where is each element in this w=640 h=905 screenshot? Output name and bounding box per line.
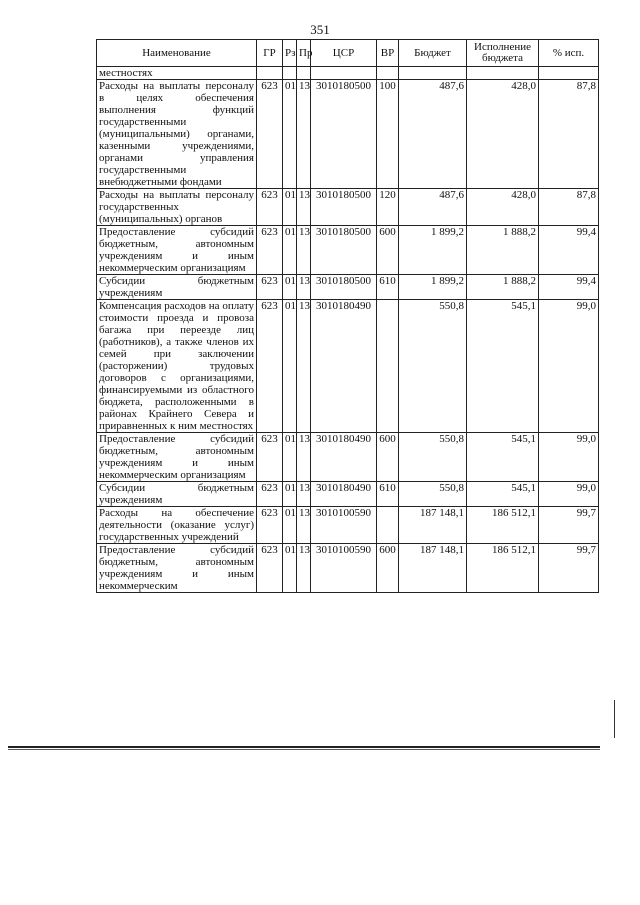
cell-csr: 3010100590	[311, 507, 377, 544]
header-budget: Бюджет	[399, 40, 467, 67]
cell-budget: 487,6	[399, 189, 467, 226]
cell-budget: 187 148,1	[399, 544, 467, 593]
cell-pr: 13	[297, 275, 311, 300]
header-pct: % исп.	[539, 40, 599, 67]
cell-vr: 120	[377, 189, 399, 226]
cell-pct: 99,7	[539, 544, 599, 593]
cell-csr: 3010180500	[311, 189, 377, 226]
cell-rz: 01	[283, 226, 297, 275]
cell-name: Субсидии бюджетным учреждениям	[97, 482, 257, 507]
cell-rz: 01	[283, 433, 297, 482]
cell-name: местностях	[97, 67, 257, 80]
header-name: Наименование	[97, 40, 257, 67]
cell-execution: 545,1	[467, 482, 539, 507]
cell-gr: 623	[257, 544, 283, 593]
cell-gr: 623	[257, 300, 283, 433]
cell-budget: 487,6	[399, 80, 467, 189]
cell-gr: 623	[257, 189, 283, 226]
cell-rz: 01	[283, 507, 297, 544]
cell-pct	[539, 67, 599, 80]
header-execution: Исполнение бюджета	[467, 40, 539, 67]
table-row	[97, 507, 599, 544]
cell-csr: 3010180500	[311, 275, 377, 300]
cell-csr	[311, 67, 377, 80]
header-csr: ЦСР	[311, 40, 377, 67]
cell-rz	[283, 67, 297, 80]
cell-rz: 01	[283, 300, 297, 433]
cell-execution: 428,0	[467, 189, 539, 226]
cell-gr: 623	[257, 275, 283, 300]
cell-pct: 87,8	[539, 80, 599, 189]
table-body	[97, 67, 599, 593]
cell-vr: 100	[377, 80, 399, 189]
cell-pct: 99,4	[539, 226, 599, 275]
cell-budget: 1 899,2	[399, 226, 467, 275]
cell-gr: 623	[257, 482, 283, 507]
table-header-row	[97, 40, 599, 67]
cell-execution	[467, 67, 539, 80]
cell-pct: 99,0	[539, 433, 599, 482]
table-row	[97, 80, 599, 189]
cell-execution: 545,1	[467, 300, 539, 433]
cell-csr: 3010100590	[311, 544, 377, 593]
cell-vr: 610	[377, 482, 399, 507]
cell-pr: 13	[297, 433, 311, 482]
cell-csr: 3010180490	[311, 300, 377, 433]
cell-rz: 01	[283, 80, 297, 189]
cell-pr: 13	[297, 226, 311, 275]
cell-vr: 600	[377, 226, 399, 275]
cell-execution: 545,1	[467, 433, 539, 482]
cell-name: Расходы на выплаты персоналу государственных (муниципальных) органов	[97, 189, 257, 226]
cell-pr: 13	[297, 189, 311, 226]
footer-rule-thin	[8, 749, 600, 750]
cell-pr: 13	[297, 300, 311, 433]
cell-gr	[257, 67, 283, 80]
cell-pct: 99,7	[539, 507, 599, 544]
header-vr: ВР	[377, 40, 399, 67]
table-row	[97, 189, 599, 226]
cell-execution: 186 512,1	[467, 507, 539, 544]
cell-pct: 99,0	[539, 482, 599, 507]
cell-name: Компенсация расходов на оплату стоимости проезда и провоза багажа при переезде лиц (работников), а также членов их семей при заключении (расторжении) трудовых договоров с организациями, финансируемыми из областного бюджета, расположенными в районах Крайнего Севера и приравненных к ним местностях	[97, 300, 257, 433]
cell-execution: 1 888,2	[467, 226, 539, 275]
cell-budget: 550,8	[399, 433, 467, 482]
cell-execution: 186 512,1	[467, 544, 539, 593]
cell-execution: 1 888,2	[467, 275, 539, 300]
table-row	[97, 544, 599, 593]
cell-pr: 13	[297, 80, 311, 189]
cell-vr	[377, 300, 399, 433]
cell-vr	[377, 507, 399, 544]
cell-gr: 623	[257, 226, 283, 275]
cell-rz: 01	[283, 482, 297, 507]
cell-vr	[377, 67, 399, 80]
cell-name: Предоставление субсидий бюджетным, автономным учреждениям и иным некоммерческим организациям	[97, 226, 257, 275]
cell-name: Расходы на обеспечение деятельности (оказание услуг) государственных учреждений	[97, 507, 257, 544]
cell-vr: 610	[377, 275, 399, 300]
footer-rule	[8, 746, 600, 748]
cell-csr: 3010180490	[311, 433, 377, 482]
cell-pr: 13	[297, 544, 311, 593]
cell-vr: 600	[377, 433, 399, 482]
margin-mark	[614, 700, 615, 738]
cell-csr: 3010180500	[311, 226, 377, 275]
cell-pct: 99,0	[539, 300, 599, 433]
cell-name: Субсидии бюджетным учреждениям	[97, 275, 257, 300]
cell-csr: 3010180500	[311, 80, 377, 189]
table-row	[97, 226, 599, 275]
cell-budget: 187 148,1	[399, 507, 467, 544]
cell-name: Расходы на выплаты персоналу в целях обеспечения выполнения функций государственными (муниципальными) органами, казенными учреждениями, органами управления государственными внебюджетными фондами	[97, 80, 257, 189]
cell-budget: 550,8	[399, 300, 467, 433]
cell-pr: 13	[297, 507, 311, 544]
cell-gr: 623	[257, 80, 283, 189]
cell-rz: 01	[283, 544, 297, 593]
table-row	[97, 275, 599, 300]
cell-vr: 600	[377, 544, 399, 593]
cell-pr	[297, 67, 311, 80]
header-pr: Пр	[297, 40, 311, 67]
cell-pct: 99,4	[539, 275, 599, 300]
cell-budget: 1 899,2	[399, 275, 467, 300]
cell-pct: 87,8	[539, 189, 599, 226]
table-row	[97, 482, 599, 507]
cell-execution: 428,0	[467, 80, 539, 189]
cell-rz: 01	[283, 189, 297, 226]
cell-gr: 623	[257, 507, 283, 544]
header-rz: Рз	[283, 40, 297, 67]
table-row	[97, 67, 599, 80]
cell-rz: 01	[283, 275, 297, 300]
table-row	[97, 300, 599, 433]
cell-budget: 550,8	[399, 482, 467, 507]
budget-table	[96, 39, 599, 593]
cell-name: Предоставление субсидий бюджетным, автономным учреждениям и иным некоммерческим организациям	[97, 433, 257, 482]
cell-pr: 13	[297, 482, 311, 507]
cell-budget	[399, 67, 467, 80]
header-gr: ГР	[257, 40, 283, 67]
cell-name: Предоставление субсидий бюджетным, автономным учреждениям и иным некоммерческим	[97, 544, 257, 593]
page-number: 351	[310, 22, 330, 37]
cell-gr: 623	[257, 433, 283, 482]
cell-csr: 3010180490	[311, 482, 377, 507]
table-row	[97, 433, 599, 482]
